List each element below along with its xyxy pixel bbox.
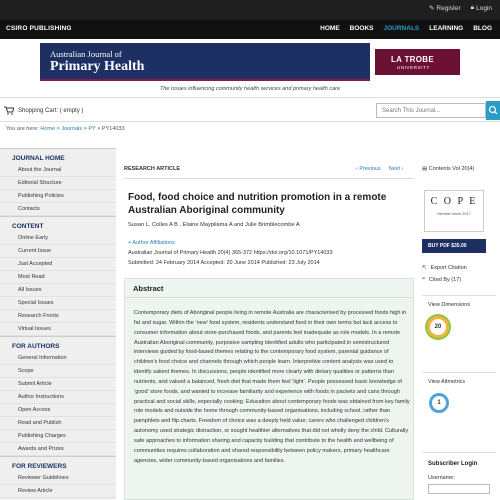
journal-name: Primary Health [50,59,145,74]
nav-home[interactable]: HOME [320,25,340,32]
breadcrumb-journals[interactable]: Journals [61,126,83,132]
sidebar-item-about[interactable]: About the Journal [0,164,116,177]
register-link[interactable]: ✎ Register [428,4,461,12]
altmetrics-box [422,372,496,442]
sidebar-item-publishing-charges[interactable]: Publishing Charges [0,430,116,443]
login-link[interactable]: 🔒︎ Login [470,4,492,12]
sidebar-item-online-early[interactable]: Online Early [0,232,116,245]
cope-logo[interactable]: C O P E Member since 2017 [424,190,484,232]
sidebar-item-submit-article[interactable]: Submit Article [0,378,116,391]
shopping-cart[interactable] [4,106,83,115]
cart-label: Shopping Cart: ( empty ) [18,107,84,114]
sidebar-item-policies[interactable]: Publishing Policies [0,190,116,203]
brand-logo[interactable]: CSIRO PUBLISHING [6,25,72,32]
altmetrics-badge[interactable]: 1 [429,393,449,413]
sidebar-item-general-info[interactable]: General Information [0,352,116,365]
cited-icon: ❝ [422,277,425,283]
author-affiliations-toggle[interactable]: + Author Affiliations [128,240,175,246]
sidebar-heading-reviewers[interactable]: FOR REVIEWERS [0,456,116,472]
breadcrumb-home[interactable]: Home [40,126,56,132]
subscriber-login [422,452,496,500]
journal-prefix: Australian Journal of [50,49,122,59]
subscriber-heading: Subscriber Login [428,461,478,467]
next-link[interactable]: Next › [388,166,404,172]
journal-banner[interactable] [40,43,460,81]
article-dates: Submitted: 24 February 2014 Accepted: 20 June 2014 Published: 23 July 2014 [128,260,320,266]
sidebar-item-author-instructions[interactable]: Author Instructions [0,391,116,404]
previous-link[interactable]: ‹ Previous [356,166,381,172]
sidebar-item-virtual-issues[interactable]: Virtual Issues [0,323,116,336]
username-label: Username: [428,475,455,481]
divider [125,297,413,298]
article-citation: Australian Journal of Primary Health 20(4) 365-372 https://doi.org/10.1071/PY14033 [128,250,333,256]
main-navbar [0,20,500,39]
abstract-text: Contemporary diets of Aboriginal people living in remote Australia are characterised by processed foods high in fat and sugar. Within the ‘new’ food system, residents understand food in their own terms but lack access to consumer information about store-purchased foods, and parents feel inadequate as role models. In a remote Australian Aboriginal community, purposive sampling identified adults who participated in semistructured interviews guided by food-based themes relating to the contemporary food system, parental guidance of children’s food choice and channels through which people learn. Interpretive content analysis was used to identify salient themes. In discussions, people identified more clearly with dietary qualities or patterns than nutrients, and valued a balanced, fresh diet that made them feel ‘light’. People possessed basic knowledge of ‘good’ store foods, and wanted to increase familiarity and experience with foods in packets and cans through practical and social skills, especially cooking. Education about contemporary foods was obtained from key family role models and outside the home through community-based organisations, including school, rather than pamphlets and flip charts. Freedom of choice was a deeply held value; carers who challenged children’s autonomy used strategic distraction, or sought healthier alternatives that did not wholly deny the child. Culturally safe approaches to information sharing and capacity building that contribute to the health and wellbeing of communities requires collaboration and shared responsibility between policy makers, primary healthcare agencies, wider community-based organisations and families. [134,310,410,464]
tool-strip [0,97,500,122]
article-pager [356,166,403,172]
banner-title-box [40,43,370,81]
nav-books[interactable]: BOOKS [349,25,374,32]
export-citation-link[interactable]: ⇱ Export Citation [422,265,467,271]
chevron-right-icon: › [400,166,404,172]
divider [124,178,414,179]
sidebar-item-review-article[interactable]: Review Article [0,485,116,498]
sidebar-heading-journal-home[interactable]: JOURNAL HOME [0,148,116,164]
sidebar-item-contacts[interactable]: Contacts [0,203,116,216]
sidebar-item-reviewer-guidelines[interactable]: Reviewer Guidelines [0,472,116,485]
breadcrumb-py[interactable]: PY [88,126,96,132]
sidebar-item-scope[interactable]: Scope [0,365,116,378]
contents-link[interactable]: ▤ Contents Vol 20(4) [422,166,475,172]
cited-by-link[interactable]: ❝ Cited By (17) [422,277,462,283]
breadcrumb-current: PY14033 [101,126,125,132]
sidebar-item-special-issues[interactable]: Special Issues [0,297,116,310]
article-title: Food, food choice and nutrition promotion in a remote Australian Aboriginal community [128,192,387,216]
sidebar-item-awards[interactable]: Awards and Prizes [0,443,116,456]
nav-blog[interactable]: BLOG [473,25,492,32]
search-icon [486,101,500,120]
sidebar-item-research-fronts[interactable]: Research Fronts [0,310,116,323]
cart-icon [4,106,14,115]
username-field[interactable] [428,484,490,494]
buy-pdf-button[interactable]: BUY PDF $35.00 [422,239,486,253]
sidebar-item-open-access[interactable]: Open Access [0,404,116,417]
sidebar-heading-content[interactable]: CONTENT [0,216,116,232]
sidebar-item-all-issues[interactable]: All Issues [0,284,116,297]
chevron-left-icon: ‹ [356,166,360,172]
article-authors[interactable]: Susan L. Colles A B , Elaine Maypilama A and Julie Brimblecombe A [128,222,300,228]
nav-learning[interactable]: LEARNING [429,25,464,32]
dimensions-label[interactable]: View Dimensions [428,302,471,308]
dimensions-badge[interactable]: 20 [427,316,449,338]
nav-journals[interactable]: JOURNALS [383,25,420,32]
contents-icon: ▤ [422,166,429,172]
dimensions-box [422,295,496,355]
breadcrumb: You are here: Home > Journals > PY > PY14033 [6,126,125,132]
abstract-panel [124,278,414,500]
journal-tagline: The issues influencing community health services and primary health care [159,86,341,92]
sidebar-item-just-accepted[interactable]: Just Accepted [0,258,116,271]
register-icon: ✎ [428,5,435,12]
abstract-heading: Abstract [133,284,164,293]
article-type: RESEARCH ARTICLE [124,166,181,172]
search-input[interactable]: Search This Journal... [376,103,486,118]
search-button[interactable] [486,101,500,120]
sidebar-item-read-publish[interactable]: Read and Publish [0,417,116,430]
top-bar [0,0,500,20]
lock-icon: 🔒︎ [470,4,475,11]
sidebar-heading-authors[interactable]: FOR AUTHORS [0,336,116,352]
altmetrics-label[interactable]: View Altmetrics [428,379,466,385]
export-icon: ⇱ [422,265,427,271]
sidebar-item-most-read[interactable]: Most Read [0,271,116,284]
sidebar-item-editorial[interactable]: Editorial Structure [0,177,116,190]
sidebar-item-current-issue[interactable]: Current Issue [0,245,116,258]
sidebar [0,148,116,500]
partner-logo: LA TROBE UNIVERSITY [375,49,460,75]
